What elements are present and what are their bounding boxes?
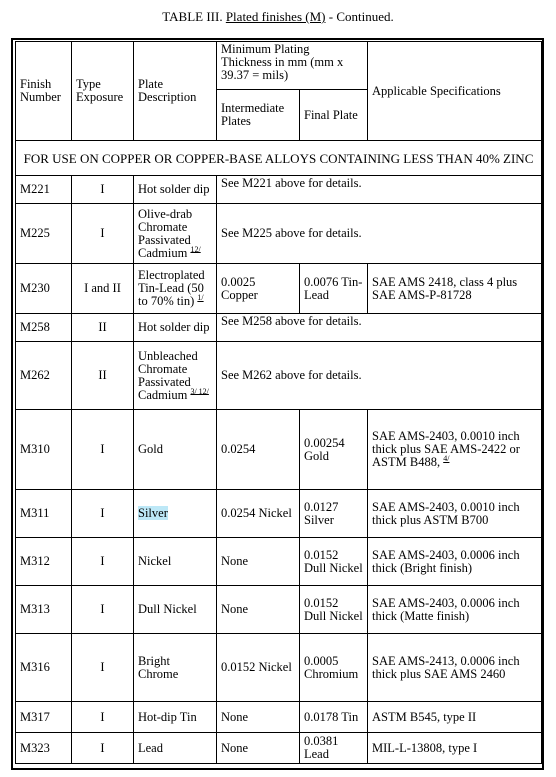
table-row [16, 586, 542, 634]
description-cell [134, 342, 217, 410]
see-above-cell: See M258 above for details. [217, 314, 542, 342]
type-cell: I and II [72, 264, 134, 314]
final-plate-cell: 0.0178 Tin [300, 702, 368, 733]
footnote-ref: 1/ [197, 292, 204, 302]
final-plate-cell: 0.0076 Tin-Lead [300, 264, 368, 314]
description-cell: Nickel [134, 538, 217, 586]
plated-finishes-table [15, 41, 542, 764]
header-min-thickness: Minimum Plating Thickness in mm (mm x 39.37 = mils) [217, 42, 368, 90]
description-cell [134, 490, 217, 538]
final-plate-cell: 0.0152 Dull Nickel [300, 586, 368, 634]
header-final-plate: Final Plate [300, 90, 368, 141]
finish-number-cell: M316 [16, 634, 72, 702]
description-cell: Hot-dip Tin [134, 702, 217, 733]
description-cell: Lead [134, 733, 217, 764]
footnote-ref: 4/ [443, 453, 450, 463]
type-cell: I [72, 204, 134, 264]
spec-cell: SAE AMS-2403, 0.0010 inch thick plus ASTM B700 [368, 490, 542, 538]
header-intermediate-plates: Intermediate Plates [217, 90, 300, 141]
see-above-cell: See M221 above for details. [217, 176, 542, 204]
intermediate-plate-cell: 0.0025 Copper [217, 264, 300, 314]
spec-cell: SAE AMS-2413, 0.0006 inch thick plus SAE AMS 2460 [368, 634, 542, 702]
type-cell: I [72, 538, 134, 586]
finish-number-cell: M310 [16, 410, 72, 490]
finish-number-cell: M313 [16, 586, 72, 634]
intermediate-plate-cell: None [217, 733, 300, 764]
header-finish-number: Finish Number [16, 42, 72, 141]
finish-number-cell: M311 [16, 490, 72, 538]
spec-cell [368, 410, 542, 490]
intermediate-plate-cell: None [217, 586, 300, 634]
final-plate-cell: 0.0127 Silver [300, 490, 368, 538]
header-row-1 [16, 42, 542, 90]
highlighted-description: Silver [138, 506, 168, 520]
description-text: Electroplated Tin-Lead (50 to 70% tin) [138, 268, 205, 308]
table-row [16, 204, 542, 264]
type-cell: II [72, 342, 134, 410]
table-row [16, 342, 542, 410]
type-cell: II [72, 314, 134, 342]
description-cell [134, 204, 217, 264]
header-plate-description: Plate Description [134, 42, 217, 141]
table-row [16, 314, 542, 342]
description-cell: Hot solder dip [134, 314, 217, 342]
description-text: Unbleached Chromate Passivated Cadmium [138, 348, 198, 402]
type-cell: I [72, 634, 134, 702]
description-cell [134, 264, 217, 314]
table-title-name: Plated finishes (M) [225, 9, 326, 24]
see-above-cell: See M262 above for details. [217, 342, 542, 410]
intermediate-plate-cell: None [217, 702, 300, 733]
spec-cell: MIL-L-13808, type I [368, 733, 542, 764]
type-cell: I [72, 490, 134, 538]
finish-number-cell: M221 [16, 176, 72, 204]
table-title [0, 10, 556, 23]
footnote-ref: 3/ 12/ [190, 386, 209, 396]
table-row [16, 176, 542, 204]
table-row [16, 538, 542, 586]
description-cell: Gold [134, 410, 217, 490]
description-text: Olive-drab Chromate Passivated Cadmium [138, 206, 193, 260]
table-row [16, 702, 542, 733]
final-plate-cell: 0.0152 Dull Nickel [300, 538, 368, 586]
table-row [16, 490, 542, 538]
header-type-exposure: Type Exposure [72, 42, 134, 141]
table-row [16, 634, 542, 702]
type-cell: I [72, 733, 134, 764]
intermediate-plate-cell: 0.0254 Nickel [217, 490, 300, 538]
final-plate-cell: 0.0005 Chromium [300, 634, 368, 702]
finish-number-cell: M225 [16, 204, 72, 264]
type-cell: I [72, 586, 134, 634]
finish-number-cell: M317 [16, 702, 72, 733]
table-title-prefix: TABLE III. [162, 9, 223, 24]
intermediate-plate-cell: 0.0254 [217, 410, 300, 490]
table-row [16, 264, 542, 314]
description-cell: Bright Chrome [134, 634, 217, 702]
finish-number-cell: M262 [16, 342, 72, 410]
table-row [16, 410, 542, 490]
final-plate-cell: 0.00254 Gold [300, 410, 368, 490]
table-row [16, 733, 542, 764]
finish-number-cell: M230 [16, 264, 72, 314]
spec-cell: SAE AMS-2403, 0.0006 inch thick (Matte finish) [368, 586, 542, 634]
type-cell: I [72, 176, 134, 204]
description-cell: Hot solder dip [134, 176, 217, 204]
finish-number-cell: M258 [16, 314, 72, 342]
section-heading: FOR USE ON COPPER OR COPPER-BASE ALLOYS CONTAINING LESS THAN 40% ZINC [16, 141, 542, 176]
spec-text: SAE AMS-2403, 0.0010 inch thick plus SAE AMS-2422 or ASTM B488, [372, 429, 520, 469]
description-cell: Dull Nickel [134, 586, 217, 634]
finish-number-cell: M323 [16, 733, 72, 764]
final-plate-cell: 0.0381 Lead [300, 733, 368, 764]
intermediate-plate-cell: 0.0152 Nickel [217, 634, 300, 702]
spec-cell: ASTM B545, type II [368, 702, 542, 733]
intermediate-plate-cell: None [217, 538, 300, 586]
type-cell: I [72, 410, 134, 490]
table-title-suffix: - Continued. [328, 9, 394, 24]
header-applicable-specs: Applicable Specifications [368, 42, 542, 141]
section-heading-row [16, 141, 542, 176]
see-above-cell: See M225 above for details. [217, 204, 542, 264]
type-cell: I [72, 702, 134, 733]
finish-number-cell: M312 [16, 538, 72, 586]
footnote-ref: 12/ [190, 244, 201, 254]
spec-cell: SAE AMS 2418, class 4 plus SAE AMS-P-81728 [368, 264, 542, 314]
spec-cell: SAE AMS-2403, 0.0006 inch thick (Bright finish) [368, 538, 542, 586]
